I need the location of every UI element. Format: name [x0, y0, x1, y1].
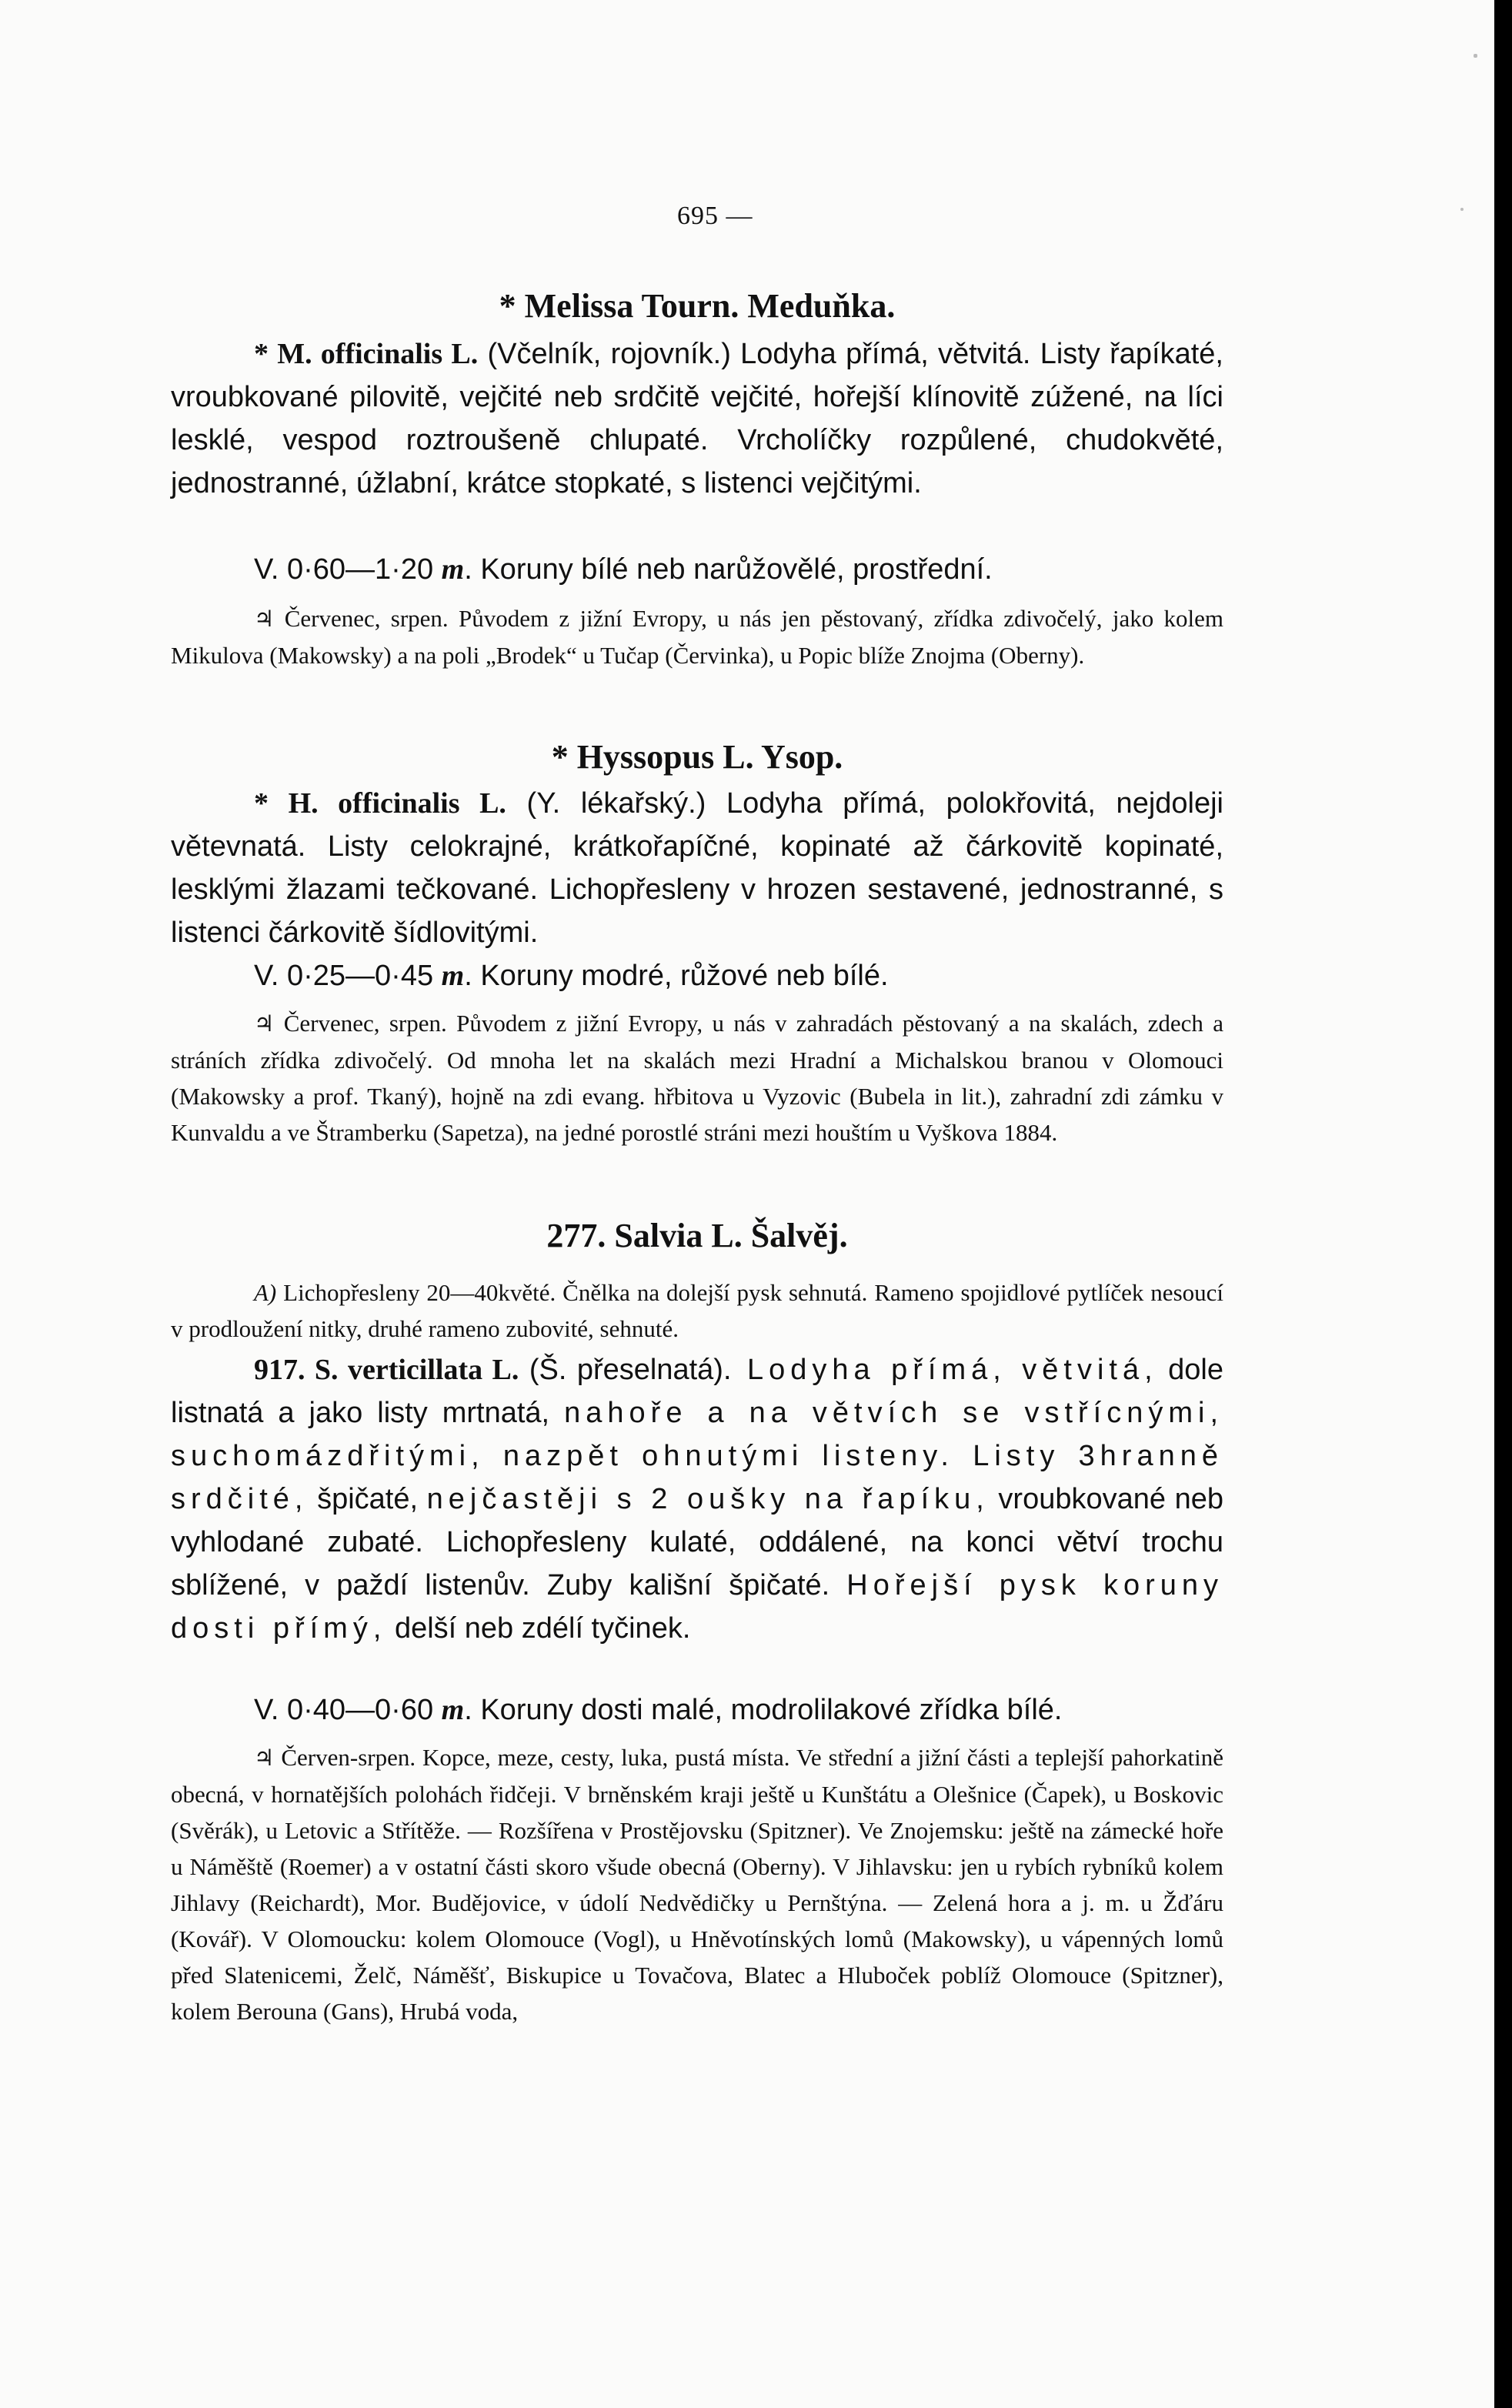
species-description-melissa	[171, 332, 1223, 505]
genus-heading-hyssopus: * Hyssopus L. Ysop.	[551, 738, 843, 776]
group-label: A)	[254, 1279, 277, 1306]
size-unit: m	[441, 1694, 465, 1726]
size-text: . Koruny dosti malé, modrolilakové zřídka bílé.	[464, 1694, 1063, 1726]
species-name: * H. officinalis L.	[254, 787, 506, 820]
size-line-salvia	[171, 1688, 1223, 1732]
distribution-text: Červenec, srpen. Původem z jižní Evropy, u nás jen pěstovaný, zřídka zdivočelý, jako kolem Mikulova (Makowsky) a na poli „Brodek“ u Tučap (Červinka), u Popic blíže Znojma (Oberny).	[171, 605, 1223, 669]
desc-part: 3hranně srdčité,	[171, 1440, 1223, 1515]
desc-part: delší neb zdélí tyčinek.	[386, 1612, 691, 1645]
desc-part: Hořejší pysk koruny dosti přímý,	[171, 1569, 1223, 1645]
size-line-hyssopus	[171, 954, 1223, 997]
genus-heading-salvia: 277. Salvia L. Šalvěj.	[546, 1217, 848, 1254]
distribution-hyssopus	[171, 1005, 1223, 1151]
desc-part: Lodyha přímá, větvitá,	[731, 1354, 1158, 1386]
desc-part: vroubkované neb vyhlodané zubaté. Lichopřesleny kulaté, oddálené, na konci větví trochu sblížené, v paždí listenův. Zuby kališní špičaté.	[171, 1483, 1223, 1601]
size-unit: m	[441, 960, 465, 992]
scan-speck	[1460, 208, 1464, 211]
size-prefix: V. 0·60—1·20	[254, 553, 442, 586]
size-text: . Koruny modré, růžové neb bílé.	[464, 960, 889, 992]
species-text: (Včelník, rojovník.) Lodyha přímá, větvitá. Listy řapíkaté, vroubkované pilovitě, vejčité neb srdčitě vejčité, hořejší klínovitě zúžené, na líci lesklé, vespod roztroušeně chlupaté. Vrcholíčky rozpůlené, chudokvěté, jednostranné, úžlabní, krátce stopkaté, s listenci vejčitými.	[171, 338, 1223, 499]
desc-part: dole listnatá a jako listy mrtnatá,	[171, 1354, 1224, 1429]
distribution-salvia	[171, 1739, 1223, 2029]
perennial-symbol-icon: ♃	[254, 1010, 275, 1037]
size-prefix: V. 0·40—0·60	[254, 1694, 442, 1726]
distribution-text: Červen-srpen. Kopce, meze, cesty, luka, pustá místa. Ve střední a jižní části a teplejší pahorkatině obecná, v hornatějších polohách řidčeji. V brněnském kraji ještě u Kunštátu a Olešnice (Čapek), u Boskovic (Svěrák), u Letovic a Střítěže. — Rozšířena v Prostějovsku (Spitzner). Ve Znojemsku: ještě na zámecké hoře u Náměště (Roemer) a v ostatní části skoro všude obecná (Oberny). V Jihlavsku: jen u rybích rybníků kolem Jihlavy (Reichardt), Mor. Budějovice, v údolí Nedvědičky u Pernštýna. — Zelená hora a j. m. u Žďáru (Kovář). V Olomoucku: kolem Olomouce (Vogl), u Hněvotínských lomů (Makowsky), u vápenných lomů před Slatenicemi, Želč, Náměšť, Biskupice u Tovačova, Blatec a Hluboček poblíž Olomouce (Spitzner), kolem Berouna (Gans), Hrubá voda,	[171, 1744, 1223, 2025]
desc-part: nejčastěji s 2 oušky na řapíku,	[426, 1483, 990, 1515]
desc-part: špičaté,	[308, 1483, 427, 1515]
size-line-melissa	[171, 548, 1223, 591]
perennial-symbol-icon: ♃	[254, 1745, 275, 1771]
size-text: . Koruny bílé neb narůžovělé, prostřední.	[464, 553, 993, 586]
species-name: S. verticillata L.	[305, 1354, 519, 1386]
species-number: 917.	[254, 1354, 305, 1386]
page-number: 695 —	[677, 202, 753, 230]
distribution-melissa	[171, 600, 1223, 673]
genus-heading-melissa: * Melissa Tourn. Meduňka.	[499, 287, 896, 325]
scan-speck	[1474, 54, 1477, 58]
desc-part: Listy	[953, 1440, 1060, 1472]
distribution-text: Červenec, srpen. Původem z jižní Evropy, u nás v zahradách pěstovaný a na skalách, zdech a stráních zřídka zdivočelý. Od mnoha let na skalách mezi Hradní a Michalskou branou v Olomouci (Makowsky a prof. Tkaný), hojně na zdi evang. hřbitova u Vyzovic (Bubela in lit.), zahradní zdi zámku v Kunvaldu a ve Štramberku (Sapetza), na jedné porostlé stráni mezi houštím u Vyškova 1884.	[171, 1010, 1223, 1146]
size-unit: m	[441, 553, 465, 586]
species-name: * M. officinalis L.	[254, 338, 479, 370]
species-common-name: (Š. přeselnatá).	[519, 1354, 732, 1386]
desc-part: nahoře a na větvích se vstřícnými, suchomázdřitými, nazpět ohnutými listeny.	[171, 1397, 1224, 1472]
perennial-symbol-icon: ♃	[254, 606, 275, 632]
group-a-salvia	[171, 1274, 1223, 1347]
size-prefix: V. 0·25—0·45	[254, 960, 442, 992]
group-text: Lichopřesleny 20—40květé. Čnělka na dolejší pysk sehnutá. Rameno spojidlové pytlíček nesoucí v prodloužení nitky, druhé rameno zubovité, sehnuté.	[171, 1279, 1223, 1342]
species-description-hyssopus	[171, 782, 1223, 954]
species-description-salvia	[171, 1348, 1223, 1650]
species-text: (Y. lékařský.) Lodyha přímá, polokřovitá, nejdoleji větevnatá. Listy celokrajné, krátkořapíčné, kopinaté až čárkovitě kopinaté, lesklými žlazami tečkované. Lichopřesleny v hrozen sestavené, jednostranné, s listenci čárkovitě šídlovitými.	[171, 787, 1223, 949]
